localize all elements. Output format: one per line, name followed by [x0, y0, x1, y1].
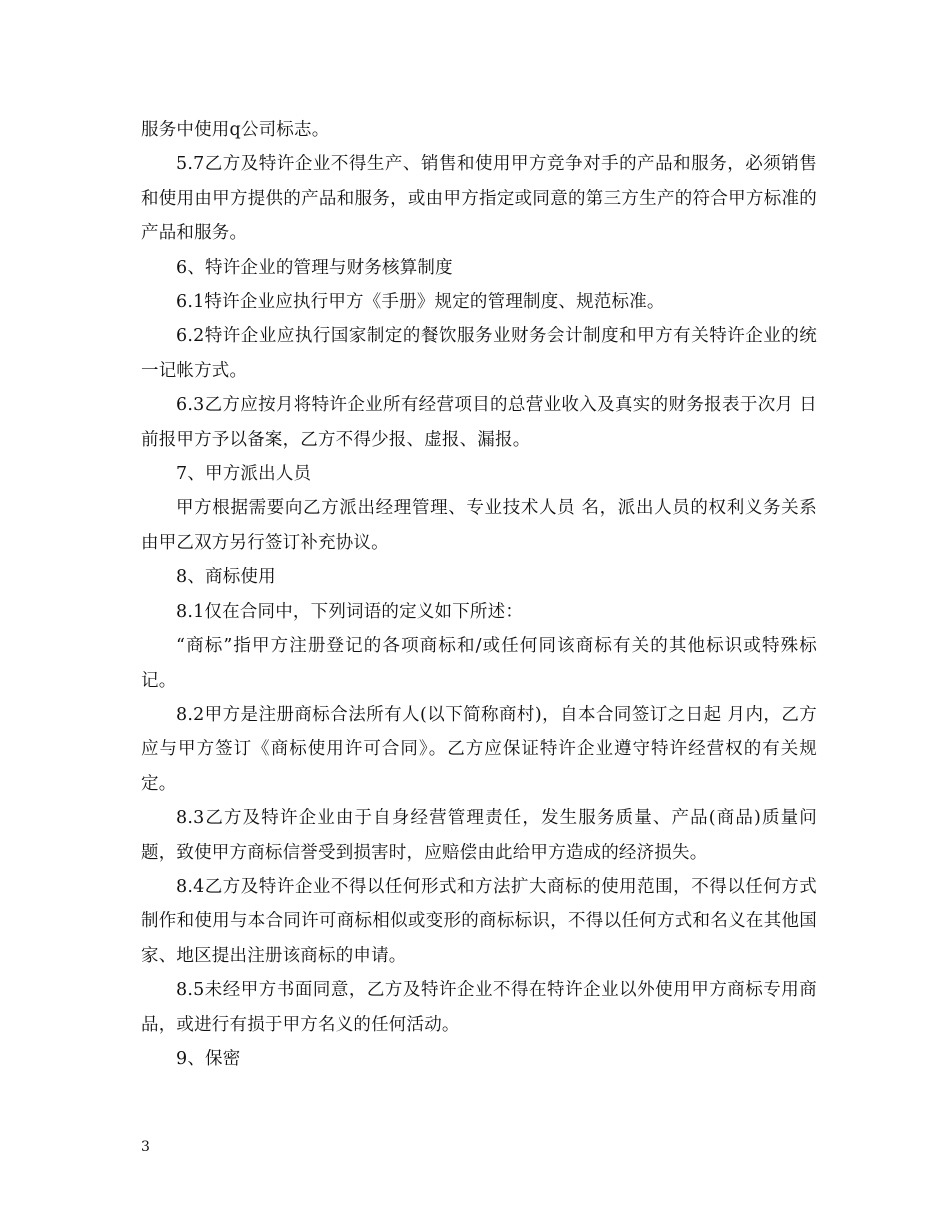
paragraph: 8.4乙方及特许企业不得以任何形式和方法扩大商标的使用范围，不得以任何方式制作和使用与本合同许可商标相似或变形的商标标识，不得以任何方式和名义在其他国家、地区提出注册该商标的申请。 [141, 876, 817, 966]
paragraph: 5.7乙方及特许企业不得生产、销售和使用甲方竞争对手的产品和服务，必须销售和使用由甲方提供的产品和服务，或由甲方指定或同意的第三方生产的符合甲方标准的产品和服务。 [141, 154, 817, 244]
paragraph: 6.3乙方应按月将特许企业所有经营项目的总营业收入及真实的财务报表于次月 日前报甲方予以备案，乙方不得少报、虚报、漏报。 [141, 395, 817, 450]
paragraph: 8.1仅在合同中，下列词语的定义如下所述： [176, 601, 524, 622]
paragraph: 6.1特许企业应执行甲方《手册》规定的管理制度、规范标准。 [176, 292, 665, 313]
paragraph: 8.3乙方及特许企业由于自身经营管理责任，发生服务质量、产品(商品)质量问题，致使甲方商标信誉受到损害时，应赔偿由此给甲方造成的经济损失。 [141, 808, 817, 863]
paragraph: 甲方根据需要向乙方派出经理管理、专业技术人员 名，派出人员的权利义务关系由甲乙双方另行签订补充协议。 [141, 498, 817, 553]
section-heading: 9、保密 [176, 1048, 241, 1069]
paragraph: 6.2特许企业应执行国家制定的餐饮服务业财务会计制度和甲方有关特许企业的统一记帐方式。 [141, 326, 817, 381]
paragraph: “商标”指甲方注册登记的各项商标和/或任何同该商标有关的其他标识或特殊标记。 [141, 636, 817, 691]
paragraph: 8.2甲方是注册商标合法所有人(以下简称商村)，自本合同签订之日起 月内，乙方应与甲方签订《商标使用许可合同》。乙方应保证特许企业遵守特许经营权的有关规定。 [141, 704, 817, 794]
section-heading: 7、甲方派出人员 [176, 464, 312, 485]
document-body [141, 113, 817, 1076]
section-heading: 8、商标使用 [176, 567, 276, 588]
paragraph: 服务中使用q公司标志。 [141, 120, 330, 140]
page-number: 3 [141, 1139, 150, 1155]
paragraph: 8.5未经甲方书面同意，乙方及特许企业不得在特许企业以外使用甲方商标专用商品，或进行有损于甲方名义的任何活动。 [141, 980, 817, 1035]
section-heading: 6、特许企业的管理与财务核算制度 [176, 257, 453, 278]
